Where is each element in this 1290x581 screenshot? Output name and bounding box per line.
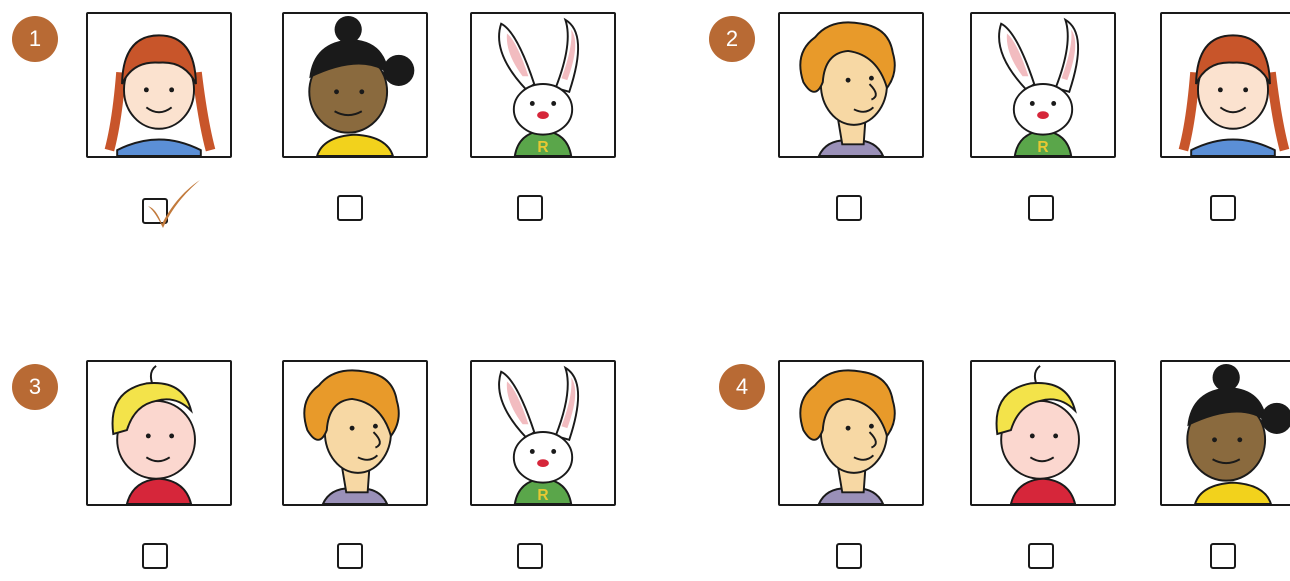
woman-curly-hair-icon bbox=[780, 362, 922, 504]
rabbit-icon bbox=[472, 362, 614, 504]
picture-option[interactable] bbox=[778, 12, 924, 158]
answer-checkbox[interactable] bbox=[142, 543, 168, 569]
question-number-badge: 3 bbox=[12, 364, 58, 410]
woman-curly-hair-icon bbox=[284, 362, 426, 504]
picture-option[interactable] bbox=[470, 360, 616, 506]
picture-option[interactable] bbox=[470, 12, 616, 158]
answer-checkbox[interactable] bbox=[337, 195, 363, 221]
tick-icon bbox=[142, 178, 204, 230]
answer-checkbox[interactable] bbox=[1210, 195, 1236, 221]
picture-option[interactable] bbox=[970, 12, 1116, 158]
rabbit-icon bbox=[472, 14, 614, 156]
answer-checkbox[interactable] bbox=[517, 195, 543, 221]
woman-curly-hair-icon bbox=[780, 14, 922, 156]
rabbit-icon bbox=[972, 14, 1114, 156]
answer-checkbox[interactable] bbox=[1210, 543, 1236, 569]
svg-text:R: R bbox=[537, 487, 549, 504]
answer-checkbox[interactable] bbox=[836, 195, 862, 221]
girl-red-braids-icon bbox=[88, 14, 230, 156]
boy-blond-icon bbox=[972, 362, 1114, 504]
girl-red-braids-icon bbox=[1162, 14, 1290, 156]
question-number-badge: 4 bbox=[719, 364, 765, 410]
picture-option[interactable] bbox=[1160, 12, 1290, 158]
girl-dark-skin-icon bbox=[284, 14, 426, 156]
boy-blond-icon bbox=[88, 362, 230, 504]
picture-option[interactable] bbox=[282, 12, 428, 158]
picture-option[interactable] bbox=[86, 360, 232, 506]
answer-checkbox[interactable] bbox=[517, 543, 543, 569]
picture-option[interactable] bbox=[778, 360, 924, 506]
svg-text:R: R bbox=[537, 139, 549, 156]
answer-checkbox[interactable] bbox=[337, 543, 363, 569]
answer-checkbox[interactable] bbox=[1028, 543, 1054, 569]
answer-checkbox[interactable] bbox=[836, 543, 862, 569]
picture-option[interactable] bbox=[86, 12, 232, 158]
picture-option[interactable] bbox=[1160, 360, 1290, 506]
answer-checkbox[interactable] bbox=[142, 198, 168, 224]
question-number-badge: 2 bbox=[709, 16, 755, 62]
question-number-badge: 1 bbox=[12, 16, 58, 62]
answer-checkbox[interactable] bbox=[1028, 195, 1054, 221]
picture-option[interactable] bbox=[970, 360, 1116, 506]
girl-dark-skin-icon bbox=[1162, 362, 1290, 504]
picture-option[interactable] bbox=[282, 360, 428, 506]
svg-text:R: R bbox=[1037, 139, 1049, 156]
